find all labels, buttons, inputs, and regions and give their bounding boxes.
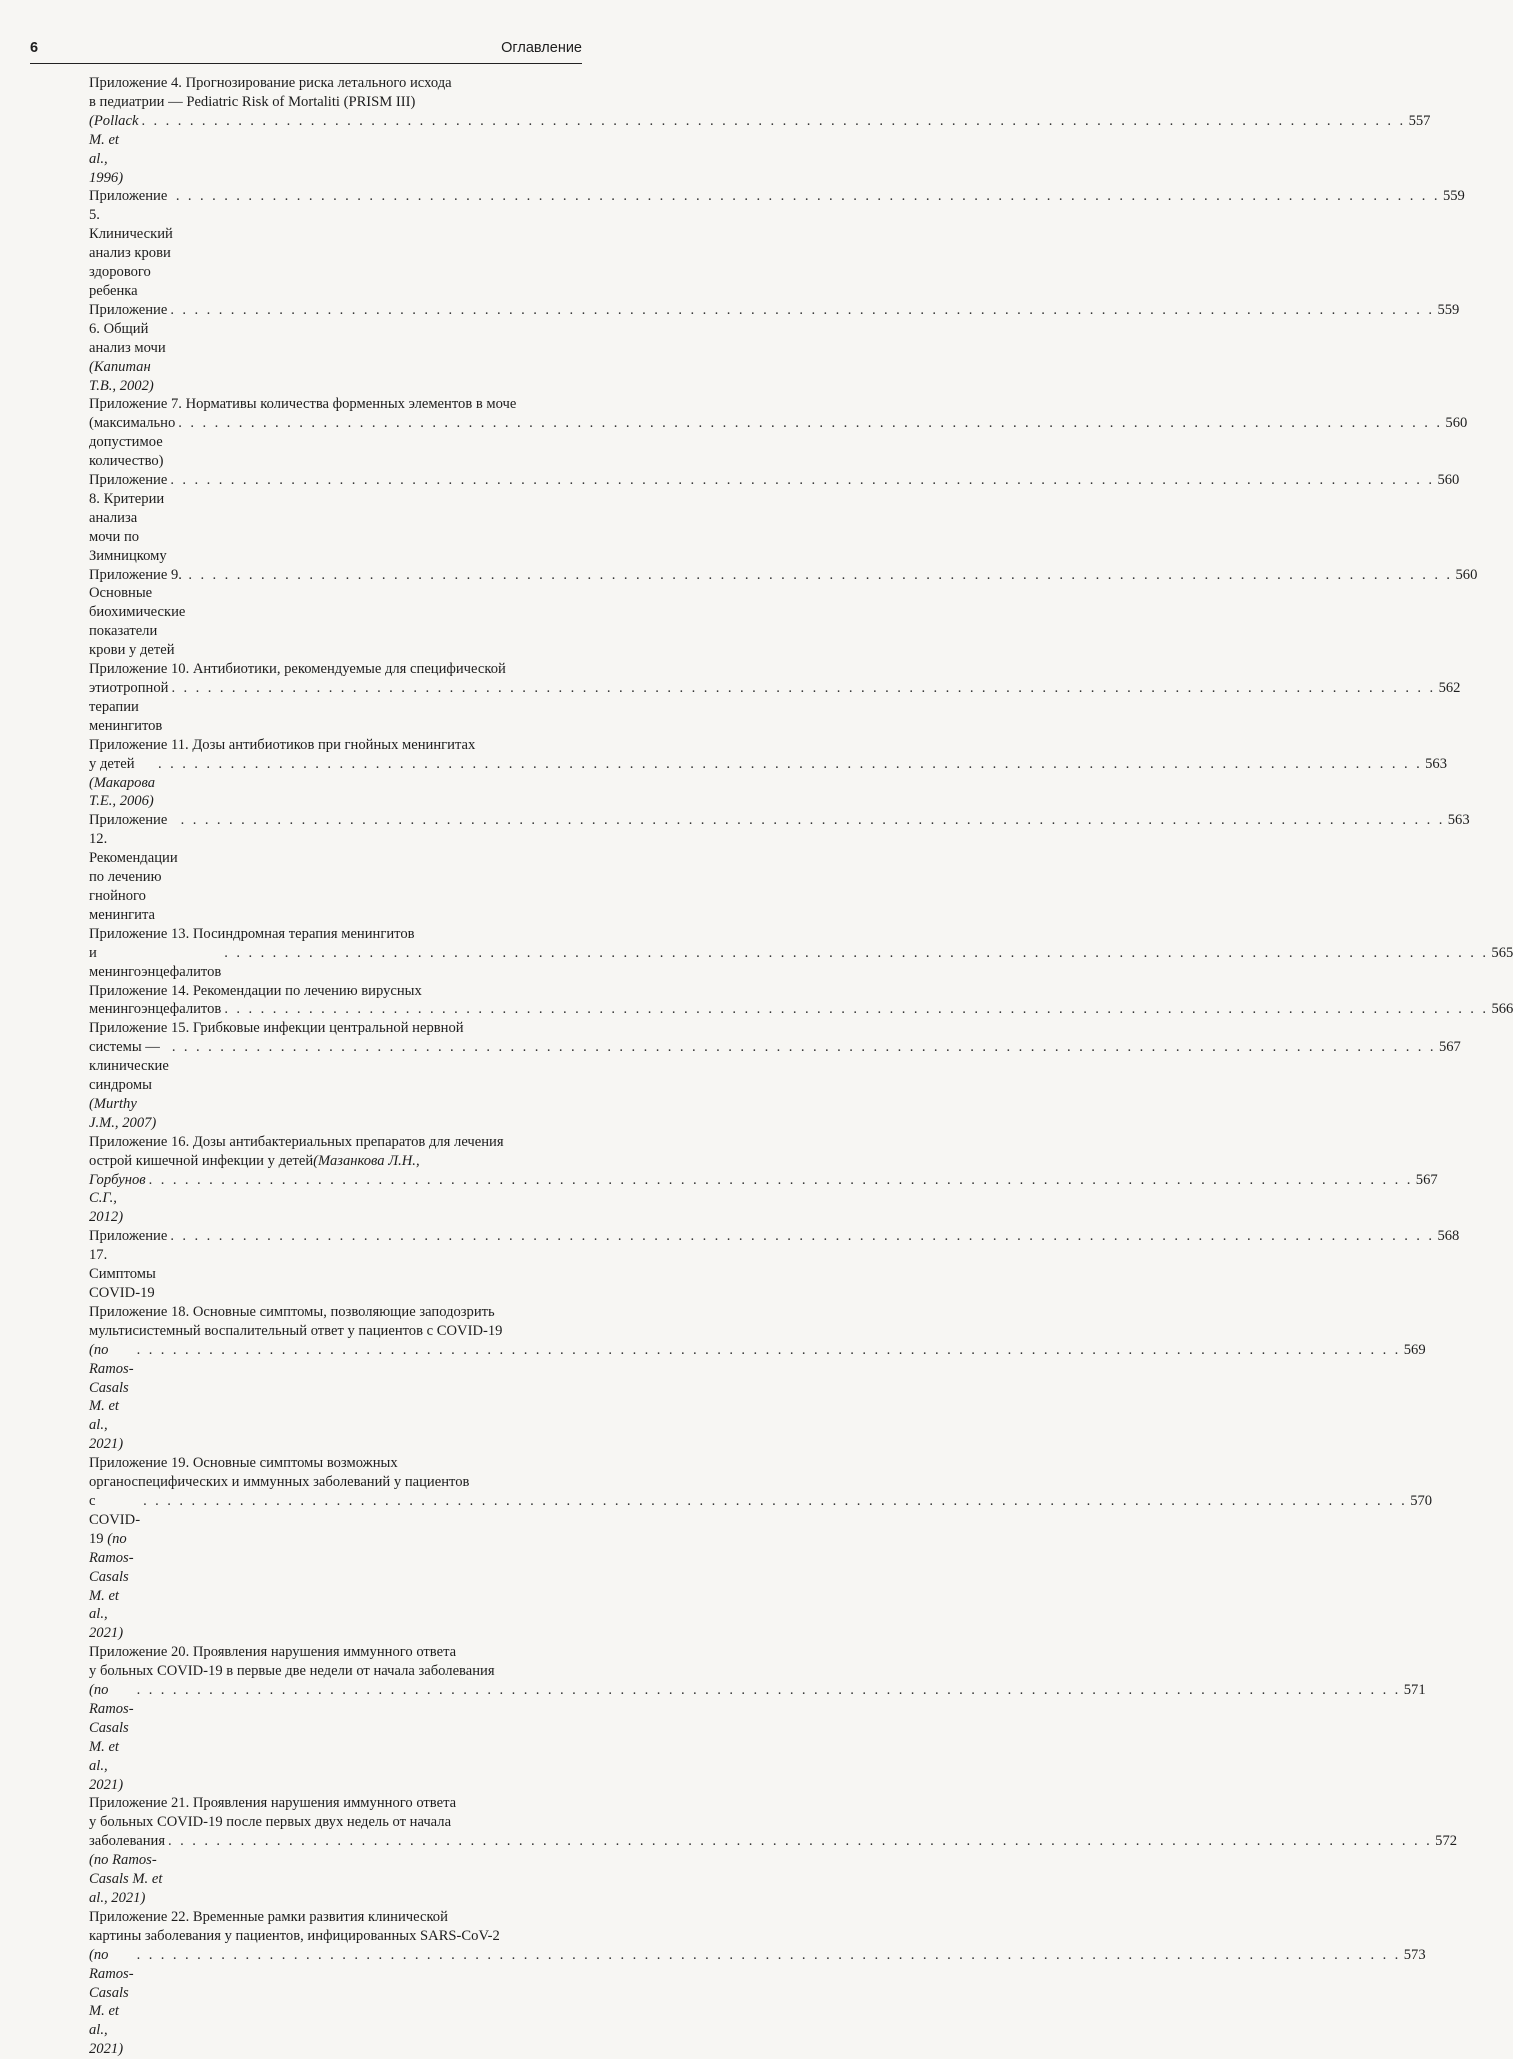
toc-page-number: 559 [1442, 188, 1465, 205]
toc-entry-text: Приложение 21. Проявления нарушения иммунного ответа [89, 1795, 457, 1812]
toc-entry-last-line [89, 471, 1460, 566]
toc-entry-text: Приложение 9. Основные биохимические показатели крови у детей [89, 566, 186, 659]
toc-entry[interactable] [89, 982, 1513, 1020]
toc-entry-text: картины заболевания у пациентов, инфицированных SARS-CoV-2 [89, 1927, 500, 1944]
toc-entry[interactable] [89, 1133, 1438, 1228]
toc-entry-last-line [89, 301, 1460, 396]
toc-entry-text: Приложение 11. Дозы антибиотиков при гнойных менингитах [89, 736, 476, 753]
toc-entry-last-line [89, 1227, 1460, 1303]
toc-entry[interactable] [89, 1227, 1460, 1303]
dot-leader [143, 1492, 1407, 1511]
toc-page-number: 559 [1437, 301, 1460, 318]
toc-entry-last-line [89, 187, 1465, 300]
toc-entry-last-line [89, 1492, 1433, 1643]
toc-entry-line [89, 74, 577, 93]
toc-entry[interactable] [89, 1454, 1433, 1643]
section-title: Оглавление [501, 40, 582, 56]
toc-entry-line [89, 1643, 577, 1662]
toc-entry-text: этиотропной терапии менингитов [89, 680, 169, 734]
toc-entry[interactable] [89, 1019, 1461, 1132]
toc-page-number: 562 [1438, 680, 1461, 696]
toc-page-number: 570 [1410, 1492, 1433, 1509]
dot-leader [137, 1946, 1401, 1965]
toc-entry[interactable] [89, 471, 1460, 566]
toc-page-number: 557 [1408, 112, 1431, 129]
toc-page-number: 571 [1403, 1682, 1426, 1699]
toc-entry-last-line [89, 1946, 1426, 2059]
toc-entry[interactable] [89, 811, 1470, 924]
toc-entry-text: (по Ramos-Casals M. et al., 2021) [89, 1682, 134, 1793]
toc-entry[interactable] [89, 1908, 1426, 2059]
toc-entry-text: у больных COVID-19 после первых двух недель от начала [89, 1814, 452, 1831]
toc-entry[interactable] [89, 566, 1478, 661]
toc-entry-line [89, 660, 577, 679]
dot-leader [176, 187, 1440, 206]
toc-entry-text: (Pollack M. et al., 1996) [89, 112, 139, 186]
toc-entry[interactable] [89, 1643, 1426, 1794]
dot-leader [172, 1038, 1436, 1057]
toc-entry-text: Приложение 4. Прогнозирование риска летального исхода [89, 75, 452, 91]
dot-leader [170, 301, 1434, 320]
table-of-contents [89, 74, 1513, 2059]
dot-leader [168, 1832, 1432, 1851]
toc-entry-text: у детей (Макарова Т.Е., 2006) [89, 755, 155, 810]
toc-entry-text: менингоэнцефалитов [89, 1001, 222, 1018]
page-header [30, 40, 582, 60]
toc-entry[interactable] [89, 1794, 1458, 1907]
toc-entry-line [89, 1019, 577, 1038]
toc-entry-text: у больных COVID-19 в первые две недели от начала заболевания [89, 1663, 495, 1680]
toc-page-number: 560 [1445, 415, 1468, 432]
toc-entry-last-line [89, 112, 1431, 188]
toc-entry[interactable] [89, 74, 1431, 187]
dot-leader [170, 1227, 1434, 1246]
toc-entry-last-line [89, 1000, 1513, 1019]
dot-leader [224, 1000, 1488, 1019]
toc-page-number: 568 [1437, 1228, 1460, 1245]
toc-entry-text: системы — клинические синдромы (Murthy J.M., 2007) [89, 1039, 169, 1131]
toc-entry-line [89, 1927, 577, 1946]
dot-leader [188, 566, 1452, 585]
toc-page-number: 563 [1447, 812, 1470, 829]
dot-leader [170, 471, 1434, 490]
toc-entry-line [89, 1794, 577, 1813]
toc-entry-text: органоспецифических и иммунных заболеваний у пациентов [89, 1474, 470, 1491]
toc-entry-text: и менингоэнцефалитов [89, 944, 222, 980]
toc-entry-line [89, 925, 577, 944]
toc-page-number: 566 [1491, 1001, 1513, 1018]
toc-entry-last-line [89, 755, 1448, 812]
toc-page-number: 563 [1425, 755, 1448, 772]
toc-entry-last-line [89, 566, 1478, 661]
toc-entry[interactable] [89, 395, 1468, 471]
dot-leader [171, 679, 1435, 698]
toc-page-number: 569 [1403, 1341, 1426, 1358]
toc-entry[interactable] [89, 925, 1513, 982]
toc-entry-text: мультисистемный воспалительный ответ у пациентов с COVID-19 [89, 1322, 503, 1339]
dot-leader [178, 414, 1442, 433]
toc-page-number: 560 [1437, 472, 1460, 489]
toc-entry-last-line [89, 679, 1461, 736]
toc-entry-line [89, 1473, 577, 1492]
toc-entry-line [89, 736, 577, 755]
toc-entry-line [89, 1662, 577, 1681]
toc-entry-line [89, 1303, 577, 1322]
toc-entry-text: (по Ramos-Casals M. et al., 2021) [89, 1341, 134, 1453]
toc-entry-last-line [89, 1171, 1438, 1228]
toc-entry-text: Приложение 15. Грибковые инфекции центральной нервной [89, 1020, 464, 1037]
toc-page-number: 572 [1435, 1833, 1458, 1850]
dot-leader [137, 1341, 1401, 1360]
toc-entry-last-line [89, 1038, 1461, 1133]
toc-entry-text: Приложение 16. Дозы антибактериальных препаратов для лечения [89, 1133, 504, 1150]
dot-leader [181, 811, 1445, 830]
page-number: 6 [30, 40, 39, 56]
toc-entry-text: Приложение 18. Основные симптомы, позволяющие заподозрить [89, 1303, 495, 1320]
toc-entry-line [89, 1133, 577, 1152]
toc-entry-line [89, 1152, 577, 1171]
toc-entry-line [89, 1813, 577, 1832]
toc-entry-last-line [89, 414, 1468, 471]
toc-entry-text: Приложение 14. Рекомендации по лечению вирусных [89, 982, 422, 999]
toc-entry-text: (максимально допустимое количество) [89, 415, 176, 470]
toc-entry-line [89, 93, 577, 112]
toc-entry-text: Приложение 22. Временные рамки развития клинической [89, 1908, 448, 1925]
toc-entry-text: Приложение 7. Нормативы количества форменных элементов в моче [89, 396, 517, 413]
toc-entry-text: Приложение 17. Симптомы COVID-19 [89, 1228, 168, 1301]
toc-entry-text: острой кишечной инфекции у детей [89, 1152, 314, 1169]
toc-entry-line [89, 982, 577, 1001]
toc-entry-line [89, 395, 577, 414]
toc-entry-text: (Мазанкова Л.Н., [313, 1152, 420, 1169]
toc-entry-text: Приложение 8. Критерии анализа мочи по Зимницкому [89, 472, 168, 564]
toc-entry-text: Горбунов С.Г., 2012) [89, 1171, 146, 1226]
toc-entry-last-line [89, 944, 1513, 982]
toc-entry-text: Приложение 10. Антибиотики, рекомендуемые для специфической [89, 661, 506, 678]
toc-entry-line [89, 1908, 577, 1927]
toc-entry[interactable] [89, 187, 1465, 300]
toc-entry-line [89, 1454, 577, 1473]
toc-entry[interactable] [89, 736, 1448, 812]
toc-page-number: 567 [1438, 1039, 1461, 1056]
dot-leader [137, 1681, 1401, 1700]
toc-entry-text: (по Ramos-Casals M. et al., 2021) [89, 1946, 134, 2058]
header-rule [30, 63, 582, 64]
toc-entry-text: с COVID-19 (по Ramos-Casals M. et al., 2021) [89, 1492, 141, 1642]
toc-entry[interactable] [89, 1303, 1426, 1454]
toc-entry-last-line [89, 1832, 1458, 1908]
toc-page-number: 565 [1491, 944, 1513, 961]
toc-entry-text: Приложение 6. Общий анализ мочи (Капитан Т.В., 2002) [89, 301, 168, 394]
toc-entry-line [89, 1322, 577, 1341]
dot-leader [149, 1171, 1413, 1190]
toc-entry-last-line [89, 1681, 1426, 1794]
toc-entry-text: в педиатрии — Pediatric Risk of Mortaliti (PRISM III) [89, 93, 416, 110]
toc-entry-text: Приложение 5. Клинический анализ крови здорового ребенка [89, 188, 173, 299]
toc-page-number: 560 [1455, 566, 1478, 583]
dot-leader [141, 112, 1405, 131]
toc-entry-last-line [89, 1341, 1426, 1454]
dot-leader [158, 755, 1422, 774]
toc-entry-text: Приложение 19. Основные симптомы возможных [89, 1455, 398, 1472]
toc-page-number: 573 [1403, 1946, 1426, 1963]
toc-entry-text: Приложение 12. Рекомендации по лечению гнойного менингита [89, 812, 178, 923]
toc-entry-last-line [89, 811, 1470, 924]
toc-entry-text: Приложение 20. Проявления нарушения иммунного ответа [89, 1644, 457, 1661]
toc-entry-text: Приложение 13. Посиндромная терапия менингитов [89, 925, 415, 942]
toc-entry[interactable] [89, 301, 1460, 396]
toc-entry[interactable] [89, 660, 1461, 736]
dot-leader [224, 944, 1488, 963]
toc-entry-text: заболевания (по Ramos-Casals M. et al., 2021) [89, 1833, 166, 1906]
toc-page-number: 567 [1415, 1171, 1438, 1188]
